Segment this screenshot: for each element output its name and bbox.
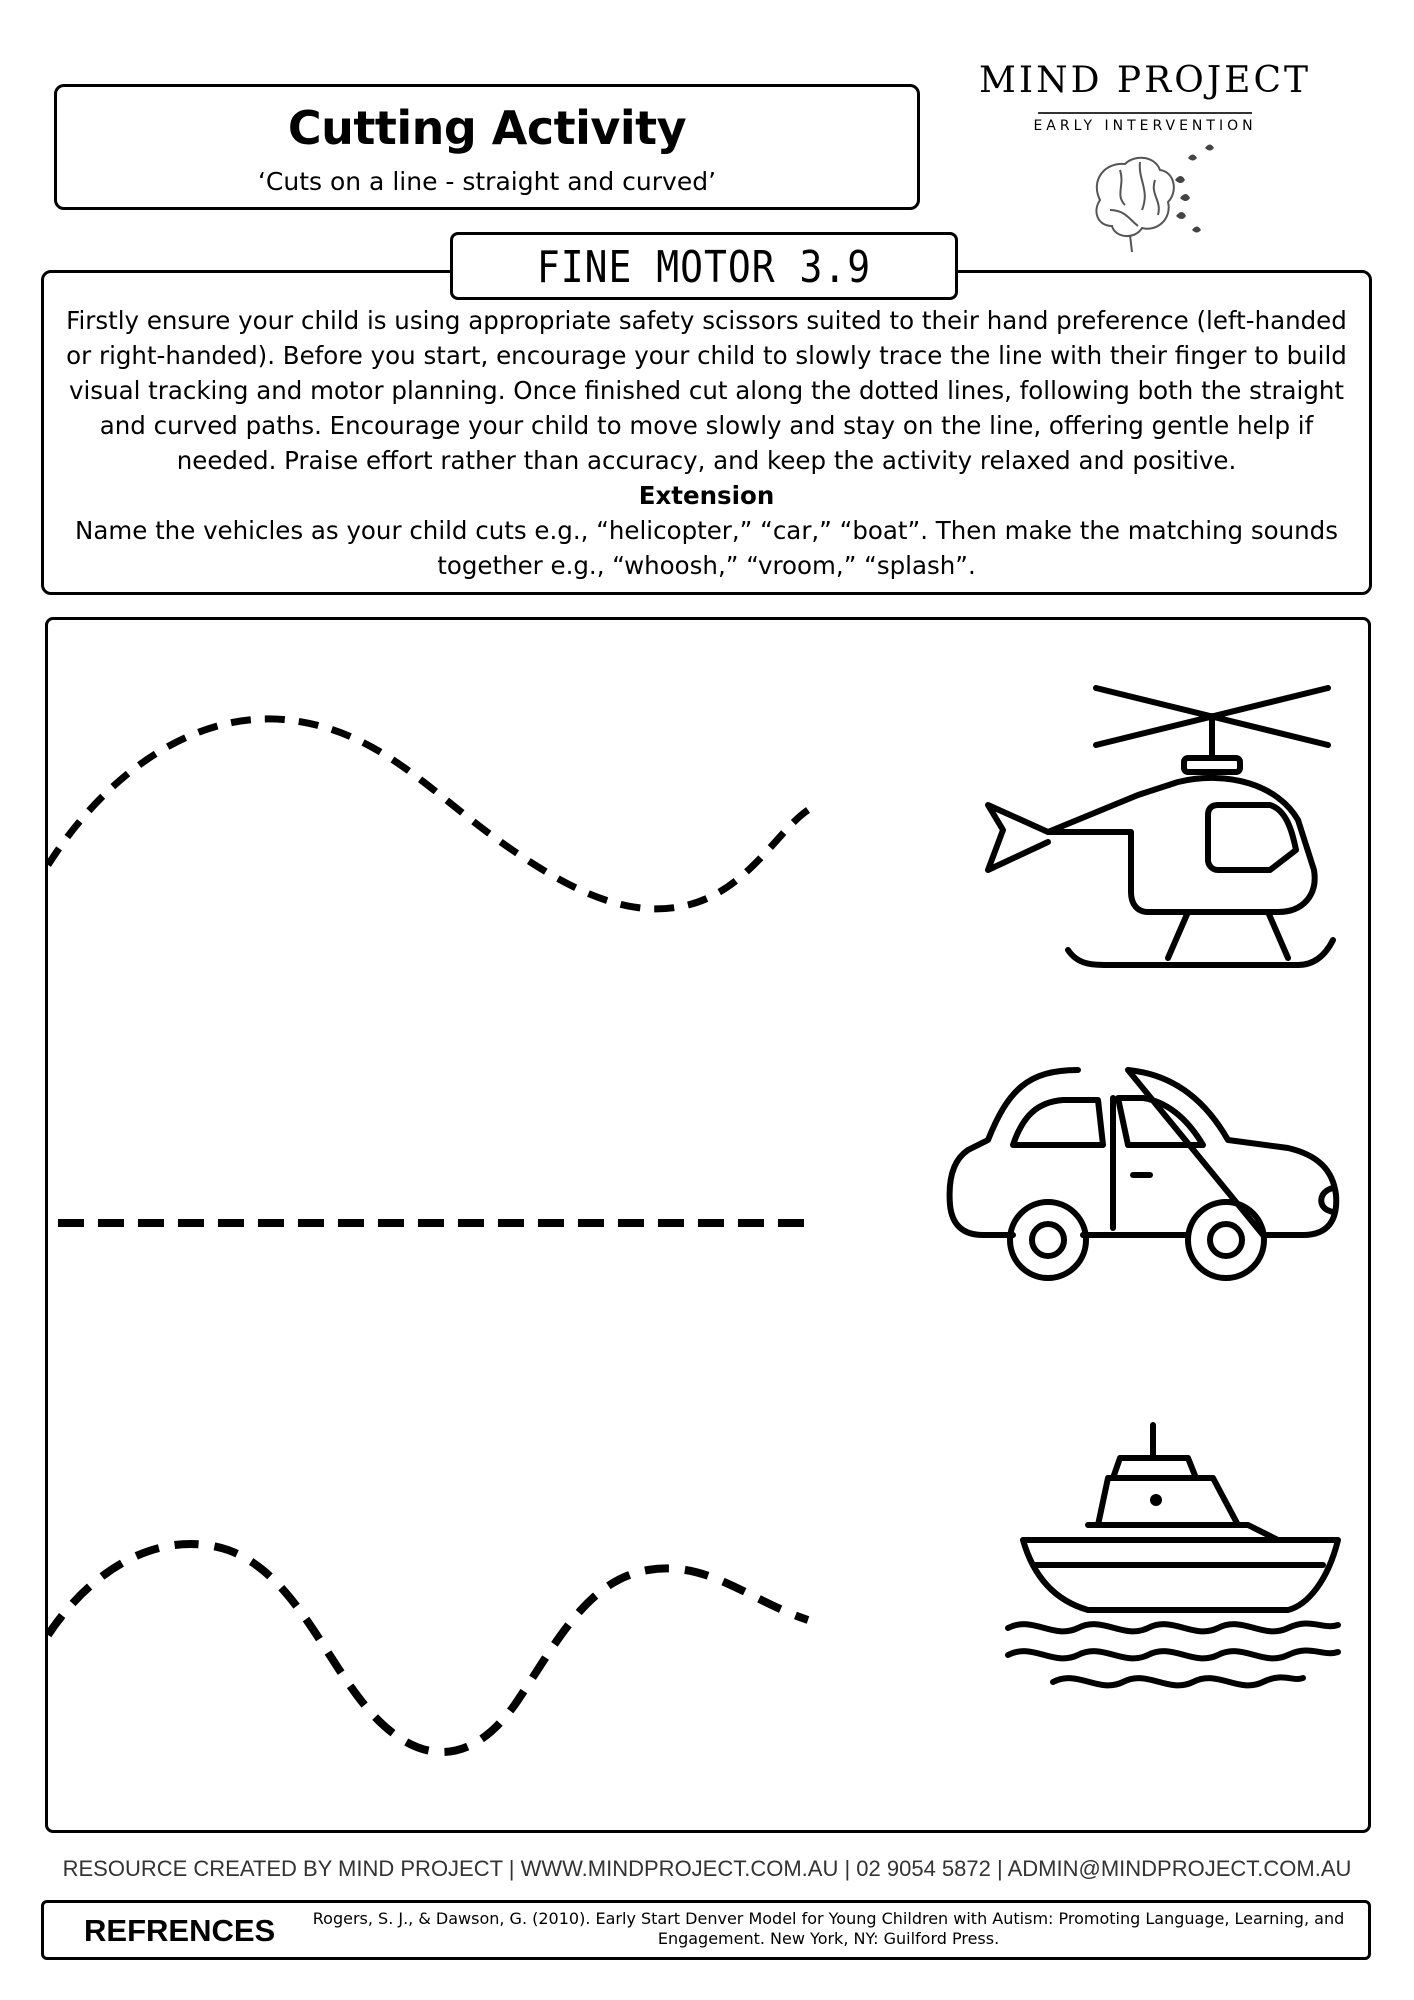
instructions-paragraph: Firstly ensure your child is using appropriate safety scissors suited to their hand preference (left-handed or right-handed). Before you start, encourage your child to slowly trace the line with their finger to build visual tracking and motor planning. Once finished cut along the dotted lines, following both the straight and curved paths. Encourage your child to move slowly and stay on the line, offering gentle help if needed. Praise effort rather than accuracy, and keep the activity relaxed and positive.	[66, 306, 1347, 475]
section-tab	[450, 232, 958, 300]
cutting-lines-canvas	[48, 620, 1368, 1830]
boat-icon	[1008, 1425, 1338, 1685]
logo-tagline: EARLY INTERVENTION	[1033, 118, 1257, 134]
page-title: Cutting Activity	[287, 101, 687, 155]
instructions-text	[64, 303, 1349, 583]
extension-heading: Extension	[638, 481, 775, 510]
helicopter-icon	[988, 688, 1333, 965]
section-tab-label: FINE MOTOR 3.9	[536, 241, 872, 293]
references-box	[41, 1900, 1371, 1960]
brain-butterflies-icon	[1080, 140, 1220, 255]
logo	[975, 60, 1315, 260]
title-box	[54, 84, 920, 210]
page-subtitle: ‘Cuts on a line - straight and curved’	[257, 167, 717, 196]
cutting-area	[45, 617, 1371, 1833]
curved-cut-line-2[interactable]	[48, 1544, 808, 1752]
extension-paragraph: Name the vehicles as your child cuts e.g., “helicopter,” “car,” “boat”. Then make the matching sounds together e.g., “whoosh,” “vroom,” “splash”.	[75, 516, 1338, 580]
references-label: REFRENCES	[84, 1913, 276, 1948]
car-icon	[950, 1070, 1337, 1278]
logo-name: MIND PROJECT	[979, 60, 1311, 101]
references-text: Rogers, S. J., & Dawson, G. (2010). Early Start Denver Model for Young Children with Autism: Promoting Language, Learning, and Engagement. New York, NY: Guilford Press.	[312, 1909, 1345, 1948]
curved-cut-line-1[interactable]	[48, 719, 808, 909]
footer-credit: RESOURCE CREATED BY MIND PROJECT | WWW.MINDPROJECT.COM.AU | 02 9054 5872 | ADMIN@MINDPROJECT.COM.AU	[62, 1856, 1352, 1881]
instructions-box	[41, 270, 1372, 595]
logo-divider	[1038, 112, 1252, 114]
